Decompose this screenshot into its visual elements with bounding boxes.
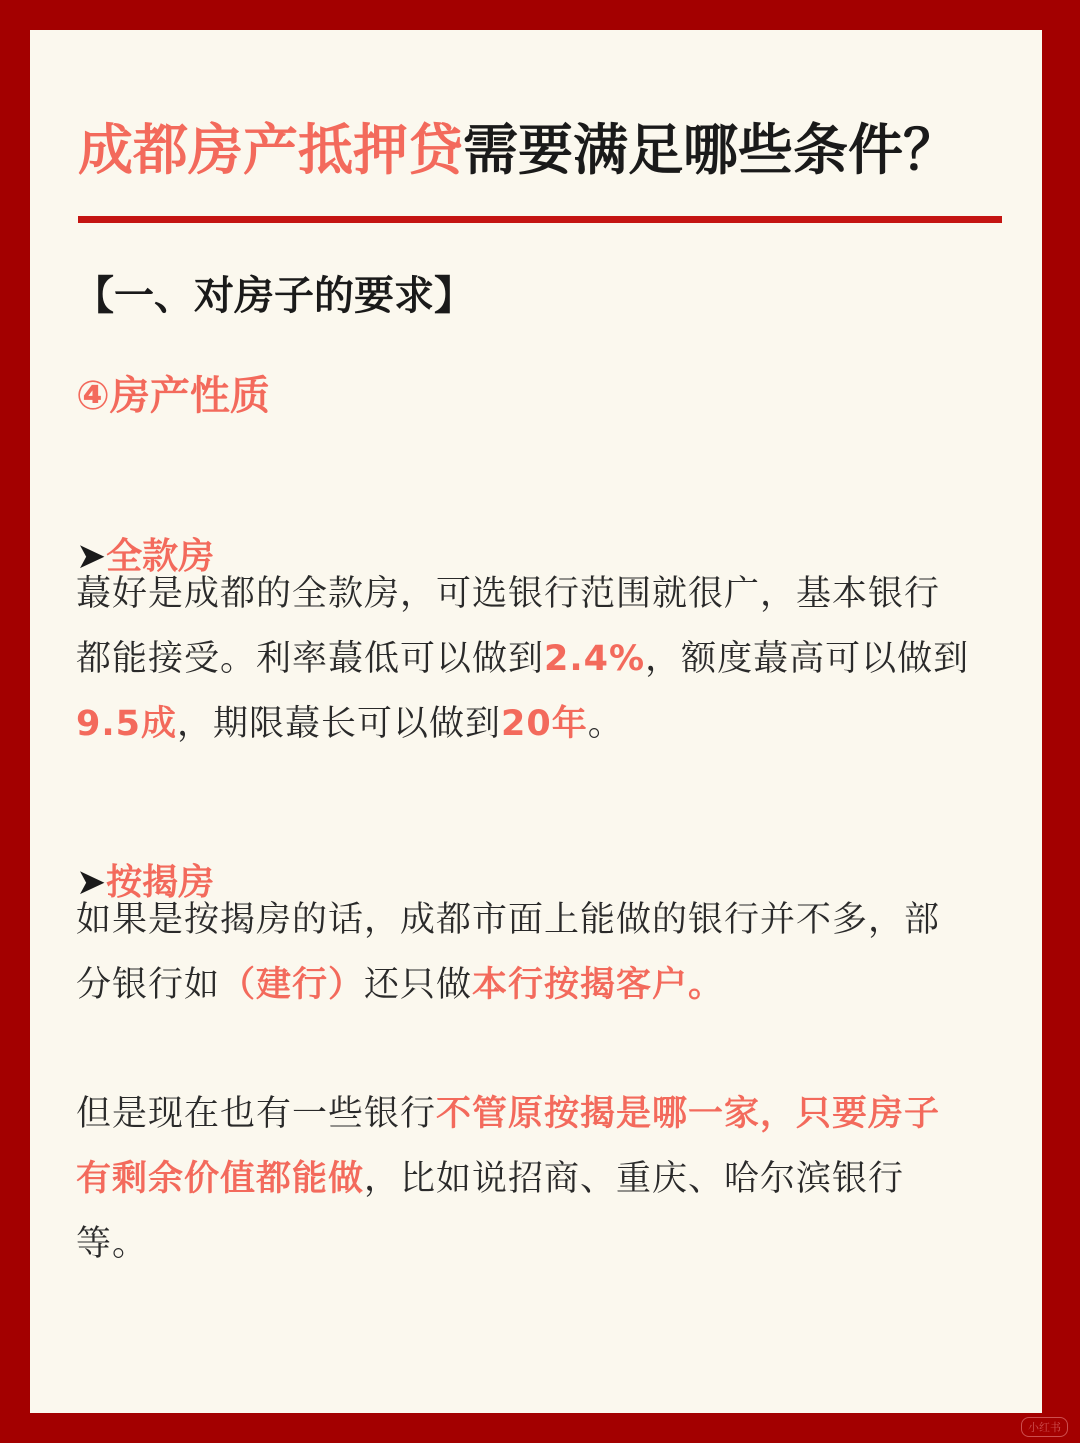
text-line [76,953,1006,1018]
arrow-icon: ➤ [76,862,107,903]
content-card [30,30,1042,1413]
text-span: ，额度蕞高可以做到 [645,639,970,679]
text-span: ，比如说招商、重庆、哈尔滨银行 [364,1159,905,1199]
section-heading: 【一、对房子的要求】 [74,273,474,319]
text-span: ，期限蕞长可以做到 [177,704,502,744]
text-span: 。 [587,704,624,744]
text-line [76,1082,1006,1147]
highlight-clients: 本行按揭客户。 [472,965,725,1005]
sub-heading-property-type: ④房产性质 [76,373,270,419]
text-line [76,627,1006,692]
text-span: 但是现在也有一些银行 [76,1094,437,1134]
text-span: 分银行如 [76,965,221,1005]
highlight-condition: 不管原按揭是哪一家，只要房子 [436,1094,941,1134]
text-line [76,1147,1006,1212]
highlight-term: 20年 [501,704,588,744]
arrow-icon: ➤ [76,536,107,577]
paragraph-full-payment [76,562,1006,757]
text-line: 如果是按揭房的话，成都市面上能做的银行并不多，部 [76,900,941,940]
title-divider [78,216,1002,223]
highlight-bank: （建行） [220,965,365,1005]
text-span: 都能接受。利率蕞低可以做到 [76,639,545,679]
paragraph-note [76,1082,1006,1277]
highlight-rate: 2.4% [544,639,646,679]
title-rest: 需要满足哪些条件？ [463,118,959,182]
watermark-logo: 小红书 [1021,1417,1068,1437]
text-line [76,692,1006,757]
text-line: 蕞好是成都的全款房，可选银行范围就很广，基本银行 [76,574,941,614]
title-highlight: 成都房产抵押贷 [78,118,464,182]
page-title [78,112,958,188]
highlight-amount: 9.5成 [76,704,178,744]
highlight-condition: 有剩余价值都能做 [76,1159,365,1199]
item-label: 全款房 [106,536,215,577]
paragraph-mortgaged [76,888,1006,1018]
text-line: 等。 [76,1224,149,1264]
item-label: 按揭房 [106,862,215,903]
text-span: 还只做 [364,965,473,1005]
